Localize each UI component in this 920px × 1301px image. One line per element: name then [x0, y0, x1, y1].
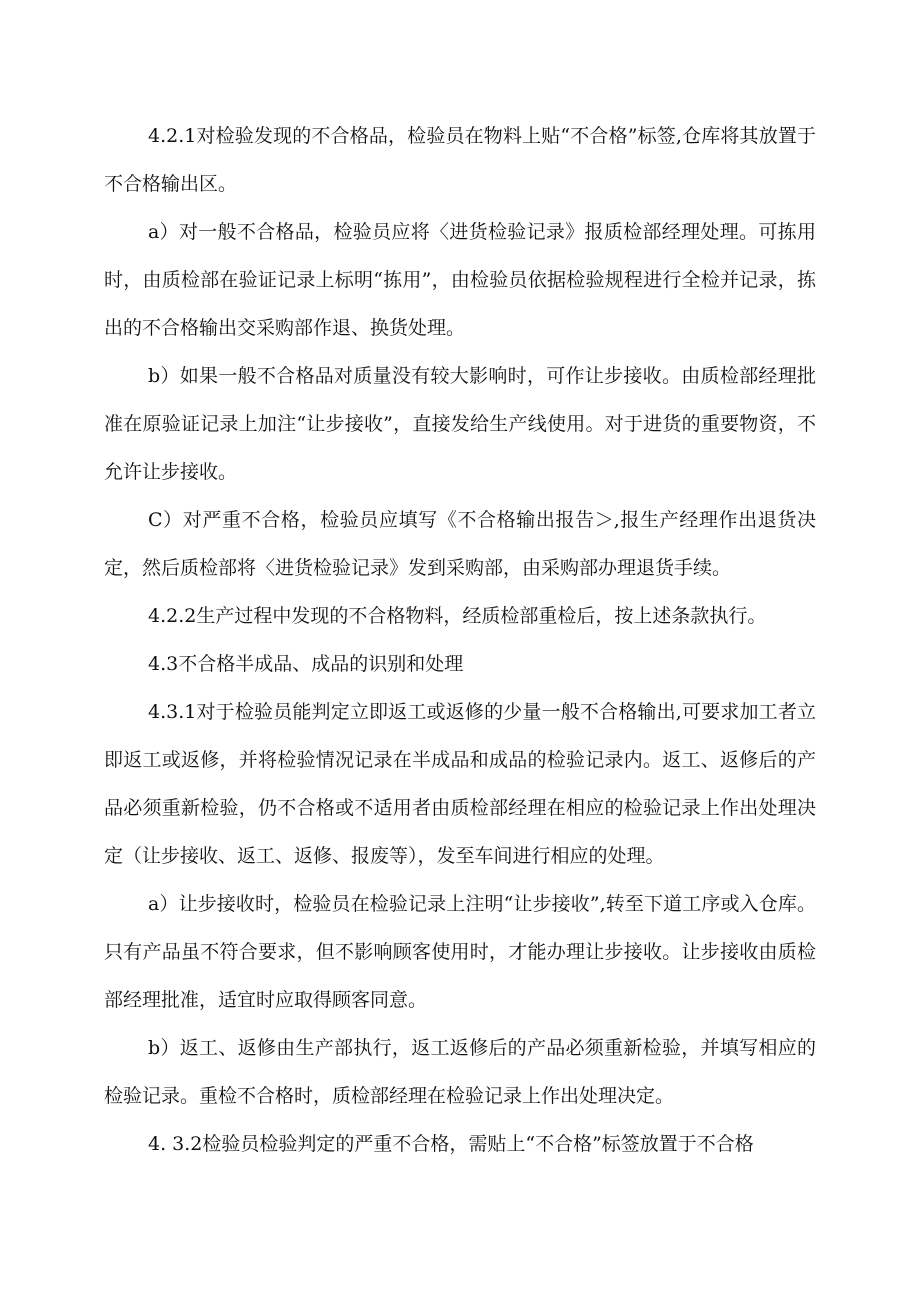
paragraph-4-2-1-a: a）对一般不合格品，检验员应将〈进货检验记录》报质检部经理处理。可拣用时，由质检部在验证记录上标明“拣用”，由检验员依据检验规程进行全检并记录，拣出的不合格输出交采购部作退、换货处理。: [104, 221, 816, 339]
paragraph-4-3-1-a: a）让步接收时，检验员在检验记录上注明“让步接收”,转至下道工序或入仓库。只有产品虽不符合要求，但不影响顾客使用时，才能办理让步接收。让步接收由质检部经理批准，适宜时应取得顾客同意。: [104, 893, 816, 1011]
paragraph-4-3-1: 4.3.1对于检验员能判定立即返工或返修的少量一般不合格输出,可要求加工者立即返工或返修，并将检验情况记录在半成品和成品的检验记录内。返工、返修后的产品必须重新检验，仍不合格或不适用者由质检部经理在相应的检验记录上作出处理决定（让步接收、返工、返修、报废等），发至车间进行相应的处理。: [104, 701, 816, 867]
paragraph-4-3-1-b: b）返工、返修由生产部执行，返工返修后的产品必须重新检验，并填写相应的检验记录。重检不合格时，质检部经理在检验记录上作出处理决定。: [104, 1037, 816, 1107]
paragraph-4-3-2: 4. 3.2检验员检验判定的严重不合格，需贴上“不合格”标签放置于不合格: [148, 1133, 754, 1155]
paragraph-4-2-1: 4.2.1对检验发现的不合格品，检验员在物料上贴“不合格”标签,仓库将其放置于不合格输出区。: [104, 125, 816, 195]
document-body: [104, 112, 816, 1168]
paragraph-4-2-2: 4.2.2生产过程中发现的不合格物料，经质检部重检后，按上述条款执行。: [148, 605, 767, 627]
paragraph-4-2-1-b: b）如果一般不合格品对质量没有较大影响时，可作让步接收。由质检部经理批准在原验证记录上加注“让步接收”，直接发给生产线使用。对于进货的重要物资，不允许让步接收。: [104, 365, 816, 483]
paragraph-4-2-1-c: C）对严重不合格，检验员应填写《不合格输出报告＞,报生产经理作出退货决定，然后质检部将〈进货检验记录》发到采购部，由采购部办理退货手续。: [104, 509, 816, 579]
section-heading-4-3: 4.3不合格半成品、成品的识别和处理: [148, 653, 464, 675]
